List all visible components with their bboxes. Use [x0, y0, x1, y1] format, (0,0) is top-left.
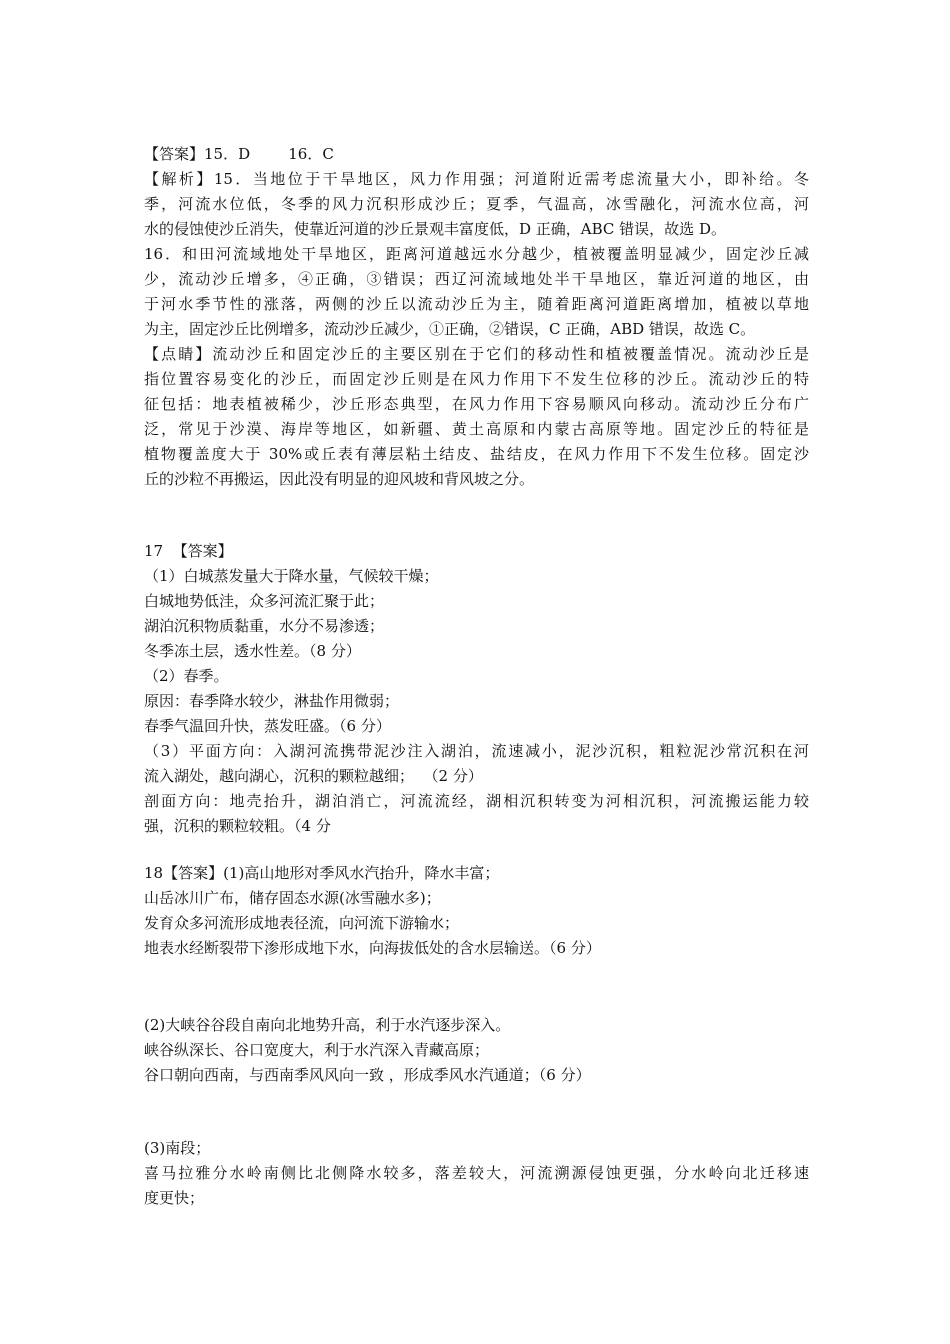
tip-line: 植物覆盖度大于 30%或丘表有薄层粘土结皮、盐结皮，在风力作用下不发生位移。固定沙	[144, 445, 809, 463]
analysis-line: 水的侵蚀使沙丘消失，使靠近河道的沙丘景观丰富度低，D 正确，ABC 错误，故选 D。	[144, 220, 726, 238]
answer-line: 度更快；	[144, 1189, 205, 1207]
answer-line: 湖泊沉积物质黏重，水分不易渗透；	[144, 617, 385, 635]
answer-17-section	[144, 539, 809, 839]
answer-line: (2)大峡谷谷段自南向北地势升高，利于水汽逐步深入。	[144, 1016, 511, 1034]
answer-line: 【答案】15．D 16．C	[144, 145, 334, 163]
answer-line: （3）平面方向：入湖河流携带泥沙注入湖泊，流速减小，泥沙沉积，粗粒泥沙常沉积在河	[144, 742, 809, 760]
answer-15-16-section	[144, 142, 809, 492]
answer-line: 强，沉积的颗粒较粗。（4 分	[144, 817, 331, 835]
answer-18-part2	[144, 1013, 809, 1088]
answer-line: 地表水经断裂带下渗形成地下水，向海拔低处的含水层输送。（6 分）	[144, 939, 601, 957]
answer-line: 流入湖处，越向湖心，沉积的颗粒越细； （2 分）	[144, 767, 483, 785]
answer-heading: 18【答案】(1)高山地形对季风水汽抬升，降水丰富；	[144, 864, 500, 882]
answer-line: 剖面方向：地壳抬升，湖泊消亡，河流流经，湖相沉积转变为河相沉积，河流搬运能力较	[144, 792, 809, 810]
analysis-line: 16．和田河流域地处干旱地区，距离河道越远水分越少，植被覆盖明显减少，固定沙丘减	[144, 245, 809, 263]
answer-heading: 17 【答案】	[144, 542, 233, 560]
tip-line: 指位置容易变化的沙丘，而固定沙丘则是在风力作用下不发生位移的沙丘。流动沙丘的特	[144, 370, 809, 388]
tip-line: 丘的沙粒不再搬运，因此没有明显的迎风坡和背风坡之分。	[144, 470, 535, 488]
analysis-line: 季，河流水位低，冬季的风力沉积形成沙丘；夏季，气温高，冰雪融化，河流水位高，河	[144, 195, 809, 213]
answer-18-part1	[144, 861, 809, 961]
answer-line: 冬季冻土层，透水性差。（8 分）	[144, 642, 361, 660]
answer-line: （2）春季。	[144, 667, 229, 685]
answer-line: 白城地势低洼，众多河流汇聚于此；	[144, 592, 385, 610]
answer-line: 山岳冰川广布，储存固态水源(冰雪融水多)；	[144, 889, 441, 907]
analysis-line: 为主，固定沙丘比例增多，流动沙丘减少，①正确，②错误，C 正确，ABD 错误，故选 C。	[144, 320, 756, 338]
answer-line: 谷口朝向西南，与西南季风风向一致 ，形成季风水汽通道；（6 分）	[144, 1066, 591, 1084]
answer-line: 喜马拉雅分水岭南侧比北侧降水较多，落差较大，河流溯源侵蚀更强，分水岭向北迁移速	[144, 1164, 809, 1182]
answer-line: （1）白城蒸发量大于降水量，气候较干燥；	[144, 567, 439, 585]
tip-line: 征包括：地表植被稀少，沙丘形态典型，在风力作用下容易顺风向移动。流动沙丘分布广	[144, 395, 809, 413]
answer-line: 原因：春季降水较少，淋盐作用微弱；	[144, 692, 400, 710]
answer-line: (3)南段；	[144, 1139, 211, 1157]
answer-line: 春季气温回升快，蒸发旺盛。（6 分）	[144, 717, 391, 735]
answer-line: 发育众多河流形成地表径流，向河流下游输水；	[144, 914, 460, 932]
answer-18-part3	[144, 1136, 809, 1211]
tip-line: 泛，常见于沙漠、海岸等地区，如新疆、黄土高原和内蒙古高原等地。固定沙丘的特征是	[144, 420, 809, 438]
analysis-line: 于河水季节性的涨落，两侧的沙丘以流动沙丘为主，随着距离河道距离增加，植被以草地	[144, 295, 809, 313]
tip-line: 【点睛】流动沙丘和固定沙丘的主要区别在于它们的移动性和植被覆盖情况。流动沙丘是	[144, 345, 809, 363]
analysis-line: 少，流动沙丘增多，④正确，③错误；西辽河流域地处半干旱地区，靠近河道的地区，由	[144, 270, 809, 288]
analysis-line: 【解析】15．当地位于干旱地区，风力作用强；河道附近需考虑流量大小，即补给。冬	[144, 170, 809, 188]
answer-line: 峡谷纵深长、谷口宽度大，利于水汽深入青藏高原；	[144, 1041, 490, 1059]
